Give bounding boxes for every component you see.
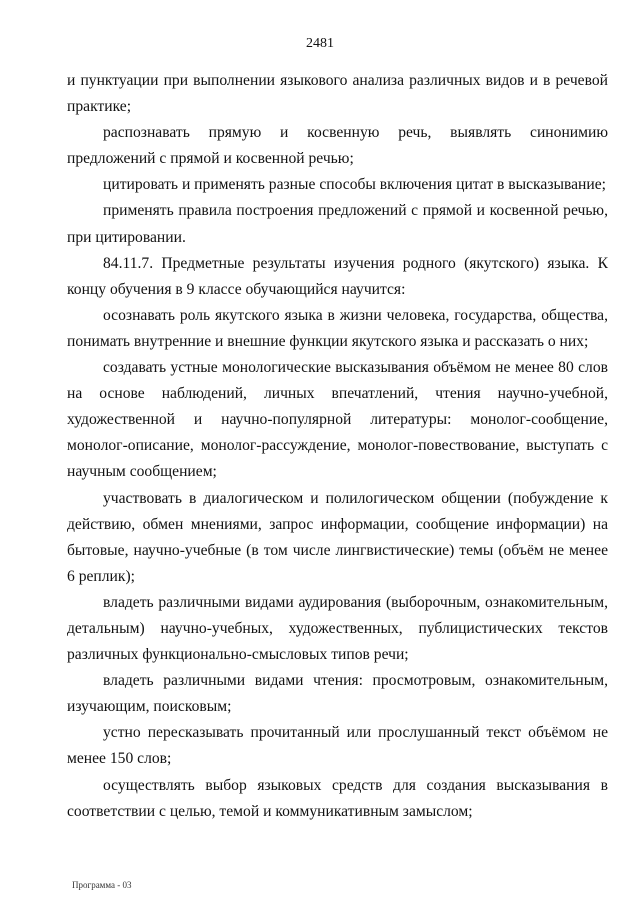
paragraph-section-heading: 84.11.7. Предметные результаты изучения родного (якутского) языка. К концу обучения в 9 классе обучающийся научится: (67, 254, 608, 298)
page-number: 2481 (306, 36, 334, 51)
paragraph-language-role: осознавать роль якутского языка в жизни человека, государства, общества, понимать внутренние и внешние функции якутского языка и рассказать о них; (67, 306, 608, 350)
paragraph-monologue: создавать устные монологические высказывания объёмом не менее 80 слов на основе наблюдений, личных впечатлений, чтения научно-учебной, художественной и научно-популярной литературы: монолог-сообщение, монолог-описание, монолог-рассуждение, монолог-повествование, выступать с научным сообщением; (67, 359, 608, 481)
paragraph-direct-speech: распознавать прямую и косвенную речь, выявлять синонимию предложений с прямой и косвенной речью; (67, 124, 608, 168)
paragraph-citing: цитировать и применять разные способы включения цитат в высказывание; (103, 176, 606, 194)
paragraph-reading: владеть различными видами чтения: просмотровым, ознакомительным, изучающим, поисковым; (67, 672, 608, 716)
paragraph-sentence-rules: применять правила построения предложений с прямой и косвенной речью, при цитировании. (67, 202, 608, 246)
paragraph-listening: владеть различными видами аудирования (выборочным, ознакомительным, детальным) научно-учебных, художественных, публицистических текстов различных функционально-смысловых типов речи; (67, 593, 608, 664)
paragraph-dialogue: участвовать в диалогическом и полилогическом общении (побуждение к действию, обмен мнениями, запрос информации, сообщение информации) на бытовые, научно-учебные (в том числе лингвистические) темы (объём не менее 6 реплик); (67, 489, 608, 585)
document-body (67, 68, 608, 825)
paragraph-retelling: устно пересказывать прочитанный или прослушанный текст объёмом не менее 150 слов; (67, 724, 608, 768)
footer-label: Программа - 03 (72, 880, 132, 890)
paragraph-language-means: осуществлять выбор языковых средств для создания высказывания в соответствии с целью, темой и коммуникативным замыслом; (67, 776, 608, 820)
paragraph-continuation: и пунктуации при выполнении языкового анализа различных видов и в речевой практике; (67, 72, 608, 116)
